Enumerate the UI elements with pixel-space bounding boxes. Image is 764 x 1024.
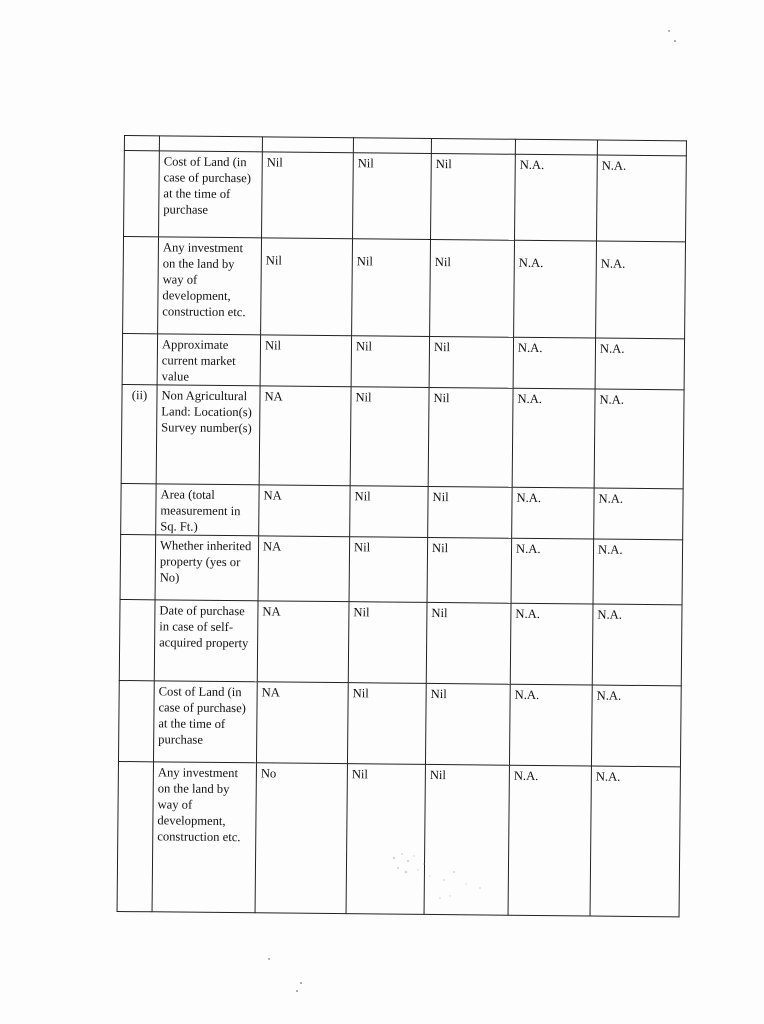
value-cell: Nil xyxy=(431,153,516,240)
header-cell xyxy=(597,140,686,156)
value-cell: N.A. xyxy=(591,685,681,767)
value-cell: N.A. xyxy=(594,389,684,489)
value-cell: Nil xyxy=(428,486,512,538)
value-cell: NA xyxy=(259,386,351,486)
value-cell: N.A. xyxy=(595,338,684,390)
row-description: Whether inherited property (yes or No) xyxy=(155,535,259,601)
value-cell: NA xyxy=(256,682,348,764)
table-row xyxy=(123,237,686,339)
row-number xyxy=(117,761,153,911)
scan-speck xyxy=(296,990,298,992)
value-cell: N.A. xyxy=(513,337,595,389)
header-cell xyxy=(431,138,515,154)
value-cell: N.A. xyxy=(512,388,595,488)
row-description: Any investment on the land by way of development, construction etc. xyxy=(152,762,256,913)
table-row xyxy=(124,151,687,242)
row-number xyxy=(124,151,160,237)
value-cell: Nil xyxy=(350,486,428,538)
value-cell: Nil xyxy=(260,335,351,387)
table-row xyxy=(117,761,680,916)
value-cell: Nil xyxy=(426,602,511,684)
row-number xyxy=(123,237,159,334)
value-cell: Nil xyxy=(347,683,426,765)
value-cell: N.A. xyxy=(509,684,592,766)
value-cell: Nil xyxy=(353,153,432,240)
header-cell xyxy=(353,138,431,154)
value-cell: Nil xyxy=(346,764,425,915)
row-number xyxy=(119,599,155,680)
row-description: Area (total measurement in Sq. Ft.) xyxy=(156,484,259,536)
scan-speck xyxy=(668,30,670,32)
value-cell: Nil xyxy=(348,602,427,684)
header-cell xyxy=(124,136,159,151)
scan-speck xyxy=(674,40,676,42)
table-row xyxy=(122,333,684,389)
table-row xyxy=(119,599,682,685)
scan-speck xyxy=(300,982,302,984)
row-description: Any investment on the land by way of development, construction etc. xyxy=(158,237,262,335)
value-cell: Nil xyxy=(350,387,429,487)
asset-declaration-table xyxy=(117,135,687,917)
value-cell: N.A. xyxy=(508,765,591,916)
value-cell: No xyxy=(255,763,347,914)
row-description: Date of purchase in case of self-acquired property xyxy=(154,600,258,682)
value-cell: Nil xyxy=(352,239,431,337)
value-cell: N.A. xyxy=(590,766,680,917)
table-row xyxy=(121,483,683,539)
row-number xyxy=(122,333,157,384)
value-cell: N.A. xyxy=(515,154,598,241)
value-cell: Nil xyxy=(429,336,513,388)
value-cell: N.A. xyxy=(592,604,682,686)
asset-declaration-sheet xyxy=(117,135,686,917)
value-cell: N.A. xyxy=(596,241,686,339)
row-number xyxy=(118,680,154,761)
value-cell: N.A. xyxy=(514,240,597,338)
table-row xyxy=(118,680,681,766)
value-cell: Nil xyxy=(430,239,515,337)
value-cell: NA xyxy=(258,536,350,602)
value-cell: Nil xyxy=(262,152,354,239)
value-cell: N.A. xyxy=(597,155,687,242)
value-cell: N.A. xyxy=(594,488,683,540)
value-cell: N.A. xyxy=(510,603,593,685)
scan-speck xyxy=(268,958,270,960)
row-number: (ii) xyxy=(121,384,157,483)
header-cell xyxy=(262,137,353,153)
header-cell xyxy=(159,136,262,152)
row-description: Cost of Land (in case of purchase) at the time of purchase xyxy=(159,151,263,238)
value-cell: NA xyxy=(259,485,350,537)
value-cell: Nil xyxy=(425,683,510,765)
value-cell: NA xyxy=(257,601,349,683)
table-row xyxy=(121,384,684,488)
value-cell: Nil xyxy=(428,387,513,487)
header-cell xyxy=(515,139,597,155)
value-cell: Nil xyxy=(351,336,429,388)
value-cell: Nil xyxy=(261,238,353,336)
row-number xyxy=(121,483,156,534)
value-cell: N.A. xyxy=(593,539,683,605)
value-cell: Nil xyxy=(427,537,512,603)
value-cell: Nil xyxy=(424,764,509,915)
table-row xyxy=(120,534,683,604)
row-description: Non Agricultural Land: Location(s) Survey number(s) xyxy=(156,385,260,485)
value-cell: Nil xyxy=(349,537,428,603)
row-number xyxy=(120,534,156,599)
row-description: Cost of Land (in case of purchase) at the time of purchase xyxy=(153,681,257,763)
row-description: Approximate current market value xyxy=(157,334,260,386)
value-cell: N.A. xyxy=(511,538,594,604)
value-cell: N.A. xyxy=(512,487,594,539)
